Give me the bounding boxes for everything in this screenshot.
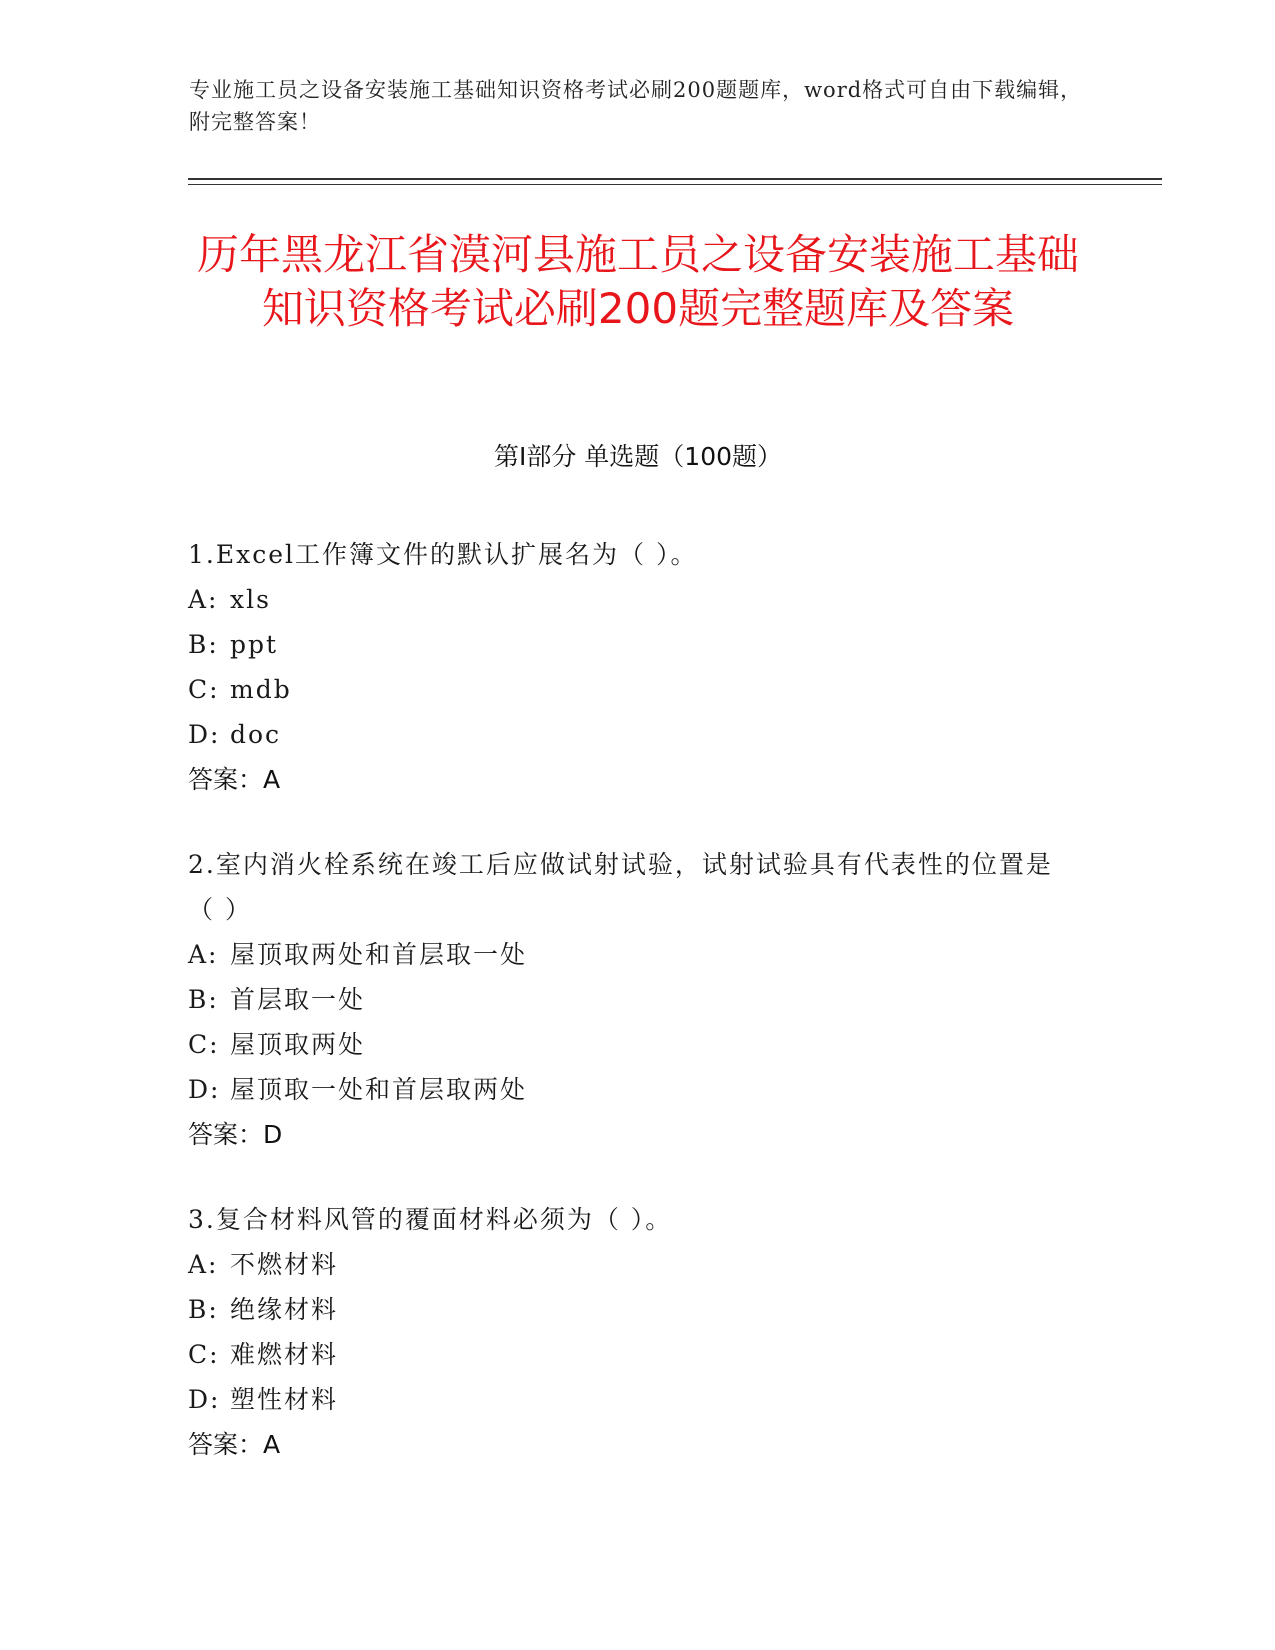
answer: 答案：A: [188, 1430, 281, 1459]
option-key: D:: [188, 1075, 221, 1104]
option-b: [188, 1287, 1068, 1332]
option-key: D:: [188, 1385, 221, 1414]
option-a: [188, 932, 1068, 977]
option-text: 难燃材料: [230, 1340, 339, 1369]
header-note: 专业施工员之设备安装施工基础知识资格考试必刷200题题库，word格式可自由下载编辑，附完整答案！: [189, 78, 1083, 134]
option-c: [188, 667, 1068, 712]
option-key: A:: [188, 940, 219, 969]
answer: 答案：A: [188, 765, 281, 794]
option-key: C:: [188, 1030, 220, 1059]
option-key: B:: [188, 630, 219, 659]
question-item: [188, 1197, 1068, 1467]
option-text: 首层取一处: [230, 985, 366, 1014]
option-text: doc: [230, 720, 282, 749]
option-text: 屋顶取两处和首层取一处: [230, 940, 528, 969]
option-d: [188, 712, 1068, 757]
option-c: [188, 1332, 1068, 1377]
option-key: A:: [188, 1250, 219, 1279]
question-item: [188, 842, 1068, 1157]
question-stem: 2.室内消火栓系统在竣工后应做试射试验，试射试验具有代表性的位置是（ ）: [188, 850, 1053, 924]
option-key: D:: [188, 720, 221, 749]
option-key: A:: [188, 585, 219, 614]
header-divider-thick: [188, 178, 1162, 180]
question-item: [188, 532, 1068, 802]
header-divider-thin: [188, 184, 1162, 185]
option-text: xls: [230, 585, 271, 614]
document-title: 历年黑龙江省漠河县施工员之设备安装施工基础知识资格考试必刷200题完整题库及答案: [196, 230, 1079, 333]
option-text: mdb: [230, 675, 292, 704]
option-c: [188, 1022, 1068, 1067]
option-d: [188, 1377, 1068, 1422]
option-b: [188, 622, 1068, 667]
option-key: B:: [188, 985, 219, 1014]
option-text: 屋顶取一处和首层取两处: [230, 1075, 528, 1104]
option-b: [188, 977, 1068, 1022]
option-a: [188, 577, 1068, 622]
option-key: B:: [188, 1295, 219, 1324]
option-d: [188, 1067, 1068, 1112]
question-stem: 1.Excel工作簿文件的默认扩展名为（ ）。: [188, 540, 698, 569]
option-a: [188, 1242, 1068, 1287]
option-text: ppt: [230, 630, 279, 659]
option-text: 屋顶取两处: [230, 1030, 366, 1059]
question-stem: 3.复合材料风管的覆面材料必须为（ ）。: [188, 1205, 673, 1234]
section-title: 第Ⅰ部分 单选题（100题）: [493, 442, 783, 471]
option-text: 绝缘材料: [230, 1295, 339, 1324]
option-key: C:: [188, 675, 220, 704]
option-text: 塑性材料: [230, 1385, 339, 1414]
answer: 答案：D: [188, 1120, 283, 1149]
question-list: [188, 532, 1068, 1507]
option-key: C:: [188, 1340, 220, 1369]
option-text: 不燃材料: [230, 1250, 339, 1279]
